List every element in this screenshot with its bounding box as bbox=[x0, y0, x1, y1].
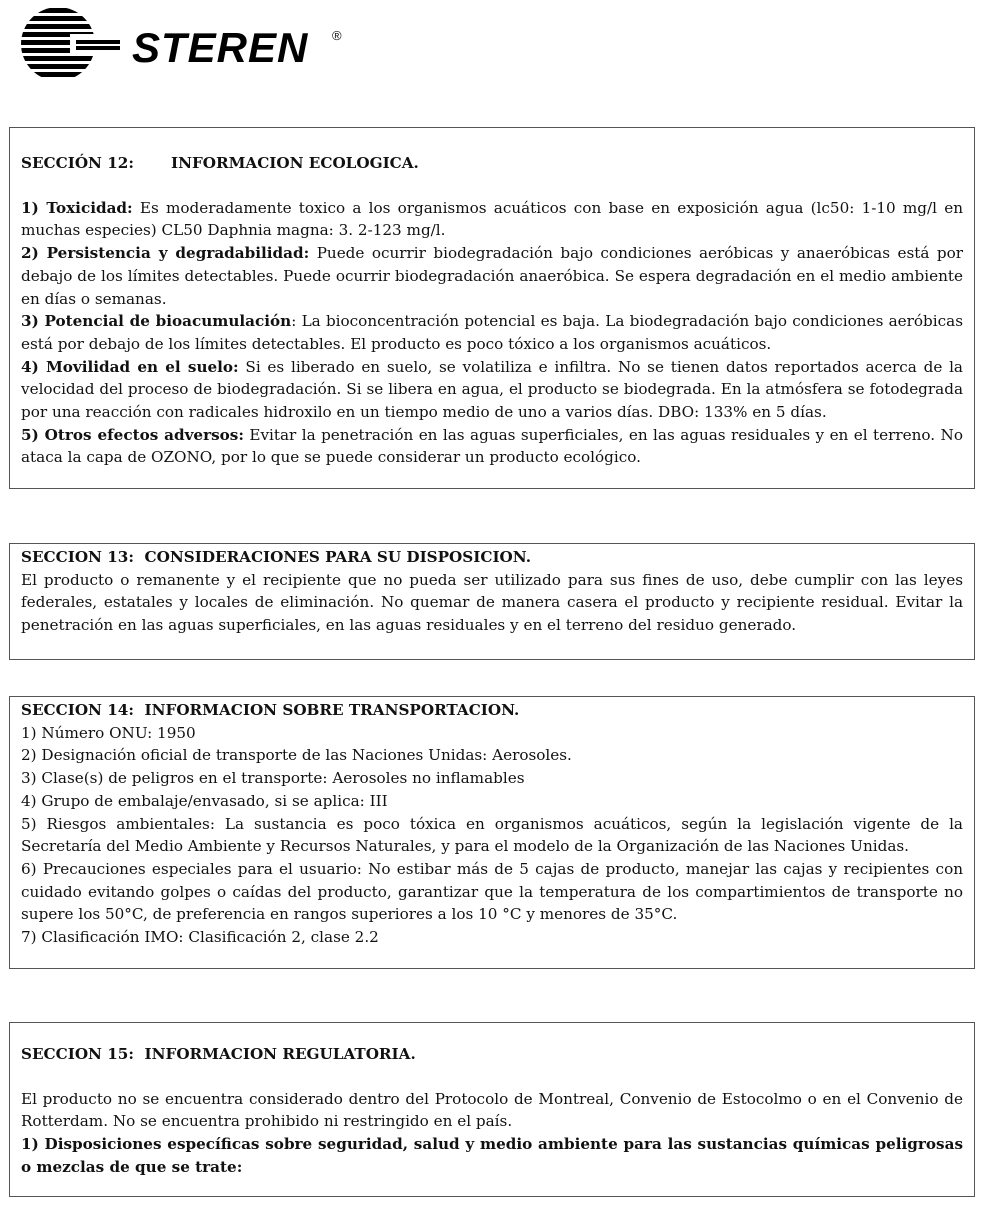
section-number: SECCIÓN 12: bbox=[21, 154, 134, 172]
section-13 bbox=[9, 543, 975, 660]
list-item: 4) Grupo de embalaje/envasado, si se aplica: III bbox=[21, 791, 388, 810]
list-item: 3) Clase(s) de peligros en el transporte: Aerosoles no inflamables bbox=[21, 769, 525, 788]
item-label: 5) Otros efectos adversos: bbox=[21, 425, 244, 444]
item-label: 1) Toxicidad: bbox=[21, 198, 133, 217]
section-15 bbox=[9, 1022, 975, 1197]
section-12 bbox=[9, 127, 975, 489]
registered-mark: ® bbox=[332, 28, 342, 43]
item-text: Es moderadamente toxico a los organismos acuáticos con base en exposición agua (lc50: 1-10 mg/l en muchas especies) CL50 Daphnia magna: 3. 2-123 mg/l. bbox=[21, 198, 963, 240]
section-title bbox=[21, 152, 963, 175]
list-item: 5) Riesgos ambientales: La sustancia es poco tóxica en organismos acuáticos, según la legislación vigente de la Secretaría del Medio Ambiente y Recursos Naturales, y para el modelo de la Organización de las Naciones Unidas. bbox=[21, 814, 963, 856]
list-item: 7) Clasificación IMO: Clasificación 2, clase 2.2 bbox=[21, 928, 379, 947]
section-body: El producto o remanente y el recipiente que no pueda ser utilizado para sus fines de uso, debe cumplir con las leyes federales, estatales y locales de eliminación. No quemar de manera casera el producto y recipiente residual. Evitar la penetración en las aguas superficiales, en las aguas residuales y en el terreno del residuo generado. bbox=[21, 570, 963, 635]
steren-logo bbox=[20, 6, 340, 82]
paragraph-toxicity bbox=[21, 197, 963, 242]
section-number: SECCION 15: bbox=[21, 1045, 134, 1063]
paragraph-persistence bbox=[21, 242, 963, 310]
item-label: 3) Potencial de bioacumulación bbox=[21, 312, 292, 331]
item-text: Puede ocurrir biodegradación bajo condiciones aeróbicas y anaeróbicas está por debajo de los límites detectables. Puede ocurrir biodegradación anaeróbica. Se espera degradación en el medio ambiente en días o semanas. bbox=[21, 244, 963, 308]
section-title bbox=[21, 1043, 963, 1066]
list-item: 1) Número ONU: 1950 bbox=[21, 723, 196, 742]
steren-logo-icon bbox=[20, 6, 120, 82]
paragraph-mobility bbox=[21, 356, 963, 424]
item-text: Si es liberado en suelo, se volatiliza e infiltra. No se tienen datos reportados acerca de la velocidad del proceso de biodegradación. Si se libera en agua, el producto se biodegrada. En la atmósfera se fotodegrada por una reacción con radicales hidroxilo en un tiempo medio de uno a varios días. DBO: 133% en 5 días. bbox=[21, 357, 963, 422]
section-heading: INFORMACION REGULATORIA. bbox=[144, 1045, 416, 1063]
item-text: Evitar la penetración en las aguas superficiales, en las aguas residuales y en el terreno. No ataca la capa de OZONO, por lo que se puede considerar un producto ecológico. bbox=[21, 425, 963, 467]
section-title bbox=[21, 546, 963, 569]
list-item: 6) Precauciones especiales para el usuario: No estibar más de 5 cajas de producto, manejar las cajas y recipientes con cuidado evitando golpes o caídas del producto, garantizar que la temperatura de los compartimientos de transporte no supere los 50°C, de preferencia en rangos superiores a los 10 °C y menores de 35°C. bbox=[21, 859, 963, 924]
item-label: 4) Movilidad en el suelo: bbox=[21, 357, 239, 376]
item-label: 2) Persistencia y degradabilidad: bbox=[21, 244, 310, 263]
section-number: SECCION 13: bbox=[21, 548, 134, 566]
brand-name: STEREN bbox=[132, 24, 309, 71]
section-body: El producto no se encuentra considerado dentro del Protocolo de Montreal, Convenio de Estocolmo o en el Convenio de Rotterdam. No se encuentra prohibido ni restringido en el país. bbox=[21, 1089, 963, 1131]
section-heading: INFORMACION ECOLOGICA. bbox=[170, 154, 419, 172]
section-14 bbox=[9, 696, 975, 969]
section-title bbox=[21, 699, 963, 722]
section-heading: CONSIDERACIONES PARA SU DISPOSICION. bbox=[144, 548, 531, 566]
section-number: SECCION 14: bbox=[21, 701, 134, 719]
item-label: 1) Disposiciones específicas sobre seguridad, salud y medio ambiente para las sustancias químicas peligrosas o mezclas de que se trate: bbox=[21, 1135, 963, 1176]
item-text: : La bioconcentración potencial es baja. La biodegradación bajo condiciones aeróbicas está por debajo de los límites detectables. El producto es poco tóxico a los organismos acuáticos. bbox=[21, 312, 963, 353]
paragraph-bioaccumulation bbox=[21, 310, 963, 355]
paragraph-other-effects bbox=[21, 424, 963, 469]
section-item bbox=[21, 1133, 963, 1178]
list-item: 2) Designación oficial de transporte de las Naciones Unidas: Aerosoles. bbox=[21, 746, 572, 765]
section-heading: INFORMACION SOBRE TRANSPORTACION. bbox=[144, 701, 520, 719]
